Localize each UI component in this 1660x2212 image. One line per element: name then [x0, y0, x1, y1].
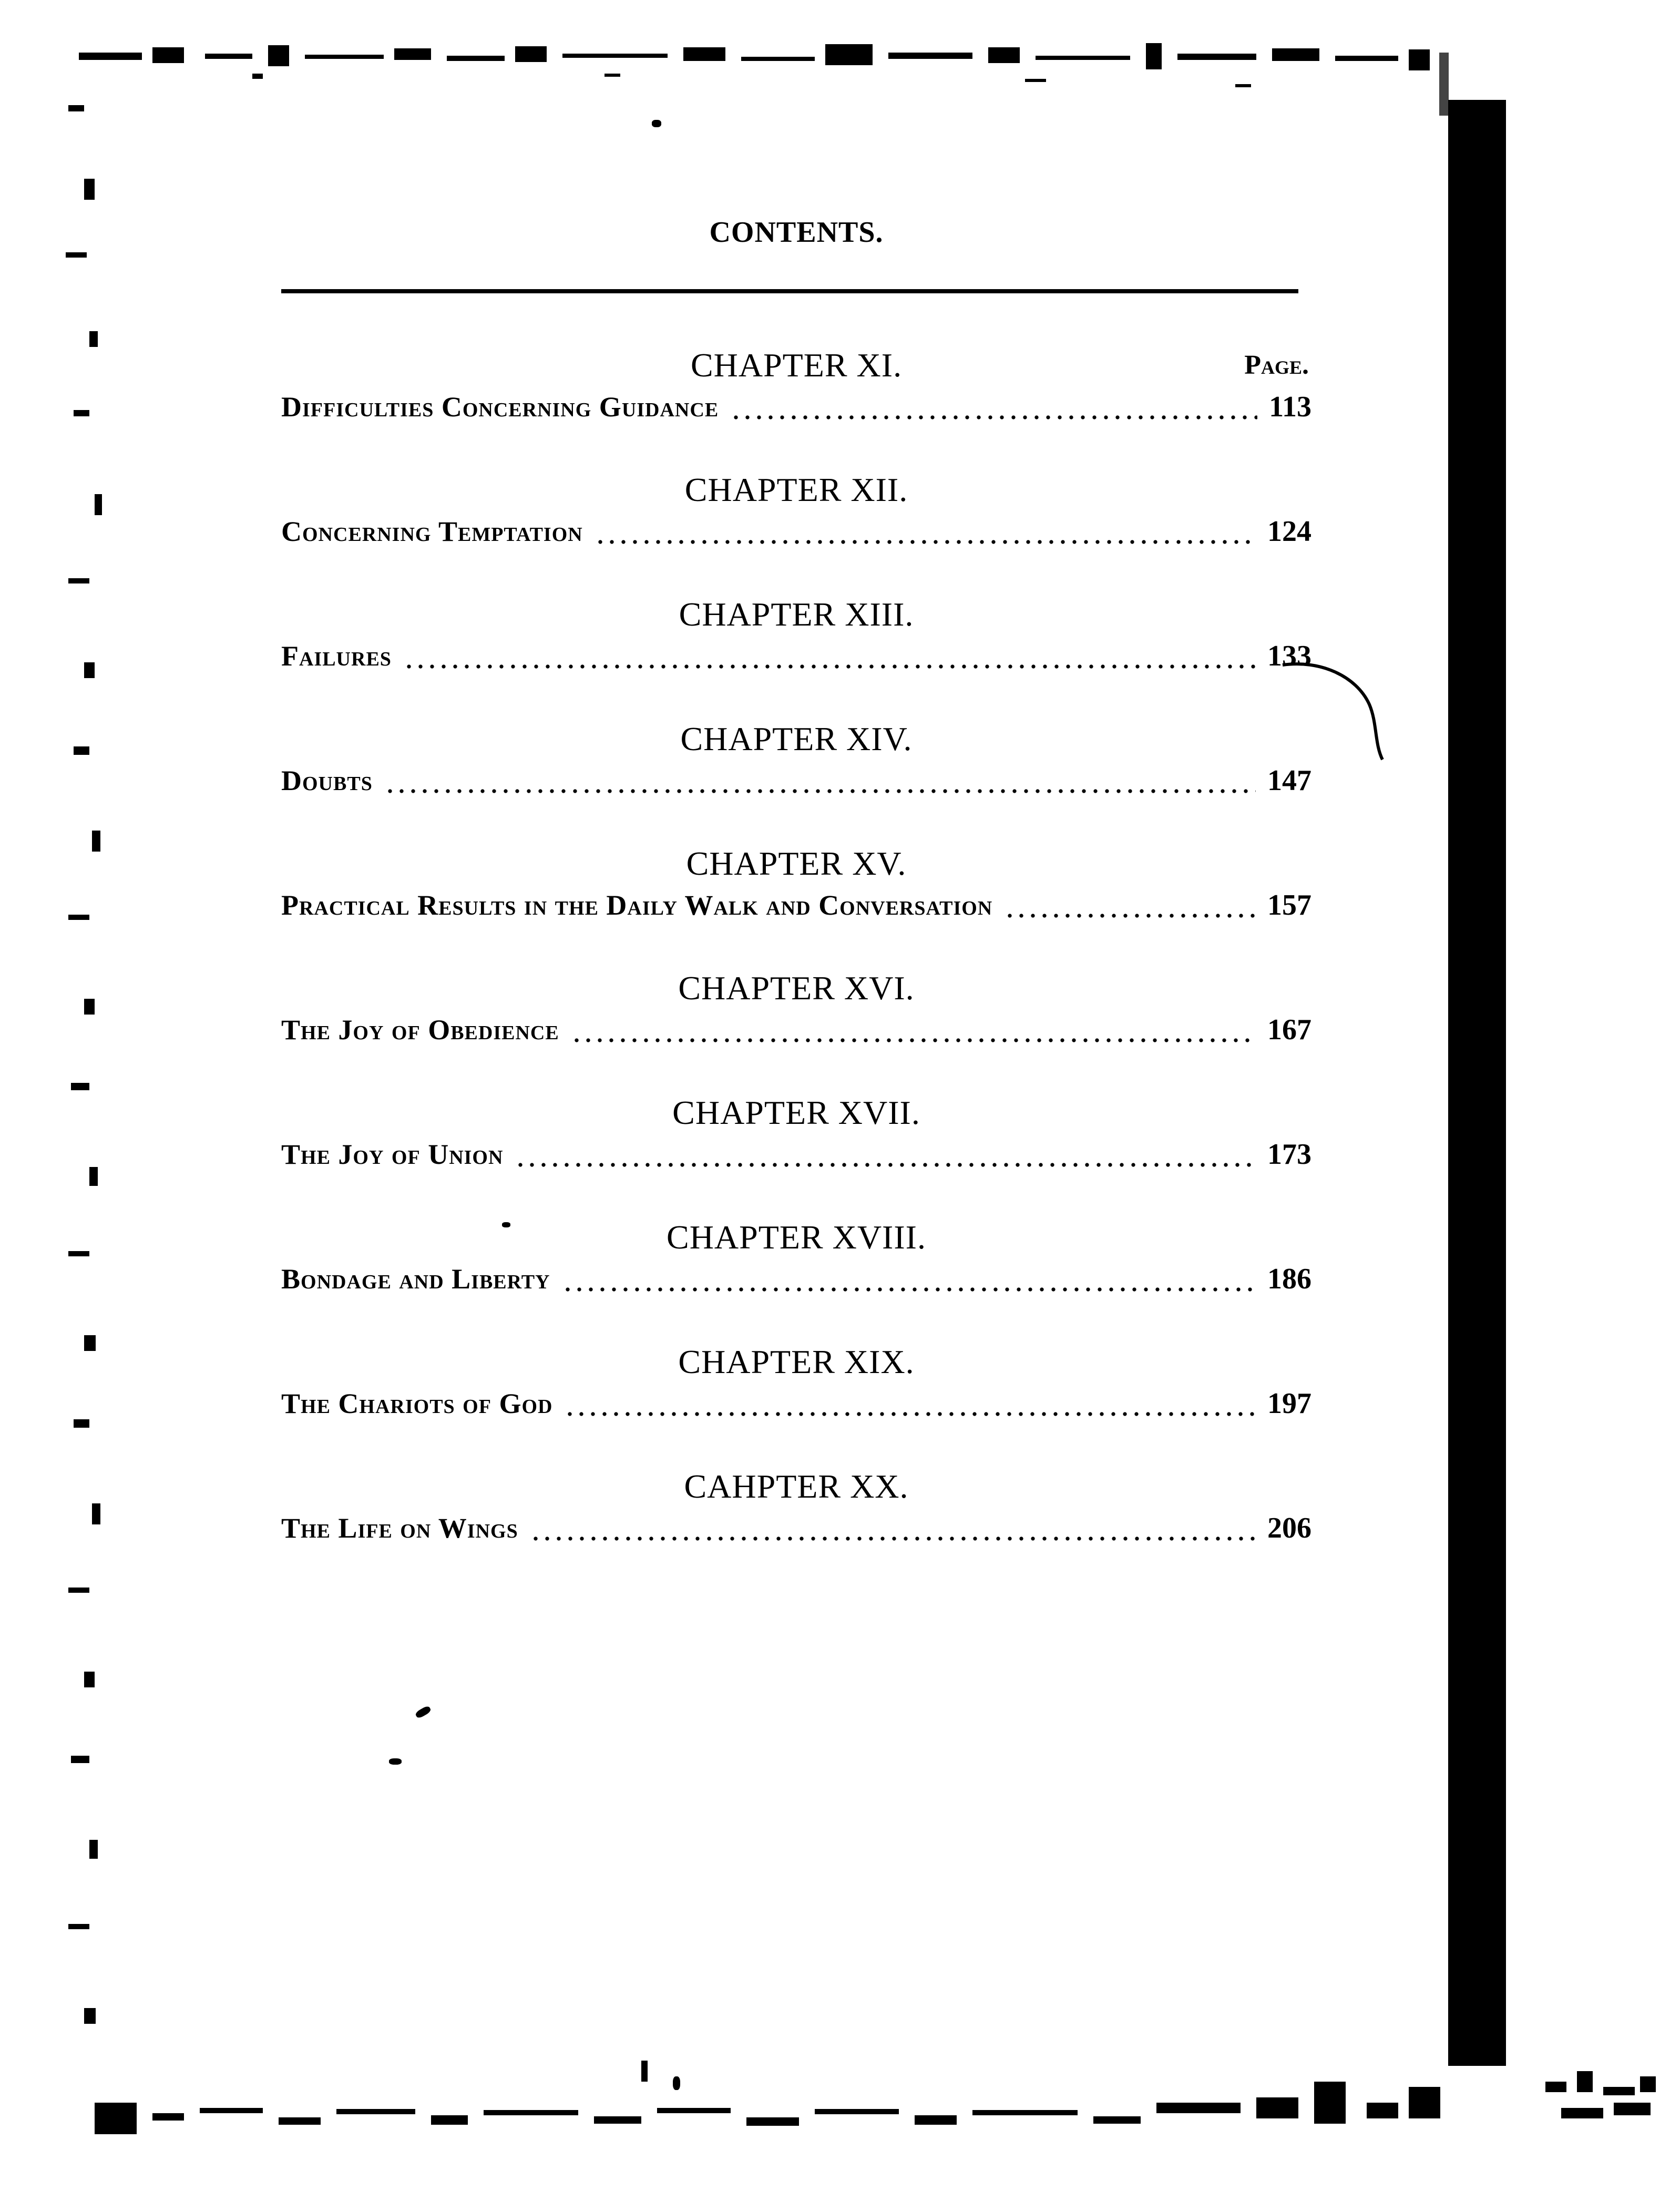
- ink-speck: [415, 1705, 432, 1719]
- toc-line: [281, 390, 1311, 428]
- chapter-title: Doubts: [281, 765, 373, 796]
- dot-leader: [564, 1411, 1256, 1417]
- toc-line: [281, 1511, 1311, 1549]
- page-number: 206: [1267, 1512, 1311, 1544]
- page-number: 113: [1269, 391, 1311, 423]
- page-number: 157: [1267, 889, 1311, 921]
- chapter-title: Difficulties Concerning Guidance: [281, 391, 719, 423]
- page-number: 147: [1267, 764, 1311, 797]
- ink-speck: [652, 120, 661, 127]
- ink-speck: [673, 2076, 680, 2090]
- dot-leader: [595, 539, 1256, 545]
- scan-noise-top: [79, 42, 1435, 100]
- toc-line: [281, 1262, 1311, 1300]
- toc-entry: [281, 1458, 1311, 1582]
- chapter-heading: CHAPTER XIX.: [678, 1343, 915, 1380]
- chapter-title: The Life on Wings: [281, 1512, 518, 1544]
- toc-line: [281, 515, 1311, 552]
- dot-leader: [730, 414, 1257, 421]
- chapter-heading: CHAPTER XVIII.: [667, 1218, 926, 1256]
- chapter-heading: CAHPTER XX.: [684, 1468, 909, 1505]
- dot-leader: [562, 1286, 1256, 1293]
- toc-entry: [281, 586, 1311, 710]
- dot-leader: [1004, 913, 1256, 919]
- toc-line: [281, 1013, 1311, 1051]
- toc-entry: [281, 710, 1311, 835]
- toc-entry: [281, 336, 1311, 461]
- page-heading: CONTENTS.: [709, 216, 884, 249]
- chapter-title: The Joy of Obedience: [281, 1014, 559, 1046]
- chapter-heading: CHAPTER XV.: [686, 845, 907, 882]
- page-number: 197: [1267, 1387, 1311, 1420]
- toc-line: [281, 1138, 1311, 1175]
- chapter-title: The Chariots of God: [281, 1388, 553, 1419]
- toc-entry: [281, 1084, 1311, 1209]
- chapter-heading: CHAPTER XIII.: [679, 596, 914, 633]
- toc-line: [281, 639, 1311, 677]
- toc-entry: [281, 959, 1311, 1084]
- page-number: 124: [1267, 515, 1311, 548]
- heading-rule: [281, 289, 1298, 293]
- ink-speck: [389, 1758, 402, 1765]
- page-number: 133: [1267, 640, 1311, 672]
- chapter-title: Bondage and Liberty: [281, 1263, 550, 1295]
- scan-noise-right: [1540, 2029, 1660, 2155]
- toc-entry: [281, 1209, 1311, 1333]
- chapter-title: Failures: [281, 640, 392, 672]
- toc-entry: [281, 1333, 1311, 1458]
- toc-line: [281, 764, 1311, 802]
- toc-line: [281, 1387, 1311, 1425]
- scan-noise-bottom: [95, 2050, 1645, 2145]
- page-edge-shadow: [1439, 53, 1449, 116]
- page-column-label: Page.: [1244, 350, 1309, 380]
- toc-line: [281, 888, 1311, 926]
- toc-entry: [281, 461, 1311, 586]
- chapter-heading: CHAPTER XVII.: [672, 1094, 920, 1131]
- page-number: 186: [1267, 1263, 1311, 1295]
- chapter-title: Concerning Temptation: [281, 516, 583, 547]
- chapter-heading: CHAPTER XVI.: [678, 969, 915, 1007]
- table-of-contents: [281, 336, 1311, 1582]
- chapter-title: Practical Results in the Daily Walk and Conversation: [281, 889, 993, 921]
- dot-leader: [571, 1037, 1256, 1043]
- dot-leader: [403, 663, 1256, 670]
- chapter-heading: CHAPTER XI.: [690, 346, 903, 384]
- chapter-heading: CHAPTER XIV.: [680, 720, 913, 757]
- chapter-title: The Joy of Union: [281, 1139, 504, 1170]
- page-number: 173: [1267, 1138, 1311, 1171]
- chapter-heading: CHAPTER XII.: [684, 471, 908, 508]
- dot-leader: [515, 1162, 1256, 1168]
- dot-leader: [384, 788, 1256, 794]
- dot-leader: [530, 1535, 1256, 1542]
- page-number: 167: [1267, 1013, 1311, 1046]
- page-edge-shadow: [1448, 100, 1506, 2066]
- pen-mark: [1277, 654, 1403, 770]
- toc-entry: [281, 835, 1311, 959]
- scan-noise-left: [63, 84, 126, 2082]
